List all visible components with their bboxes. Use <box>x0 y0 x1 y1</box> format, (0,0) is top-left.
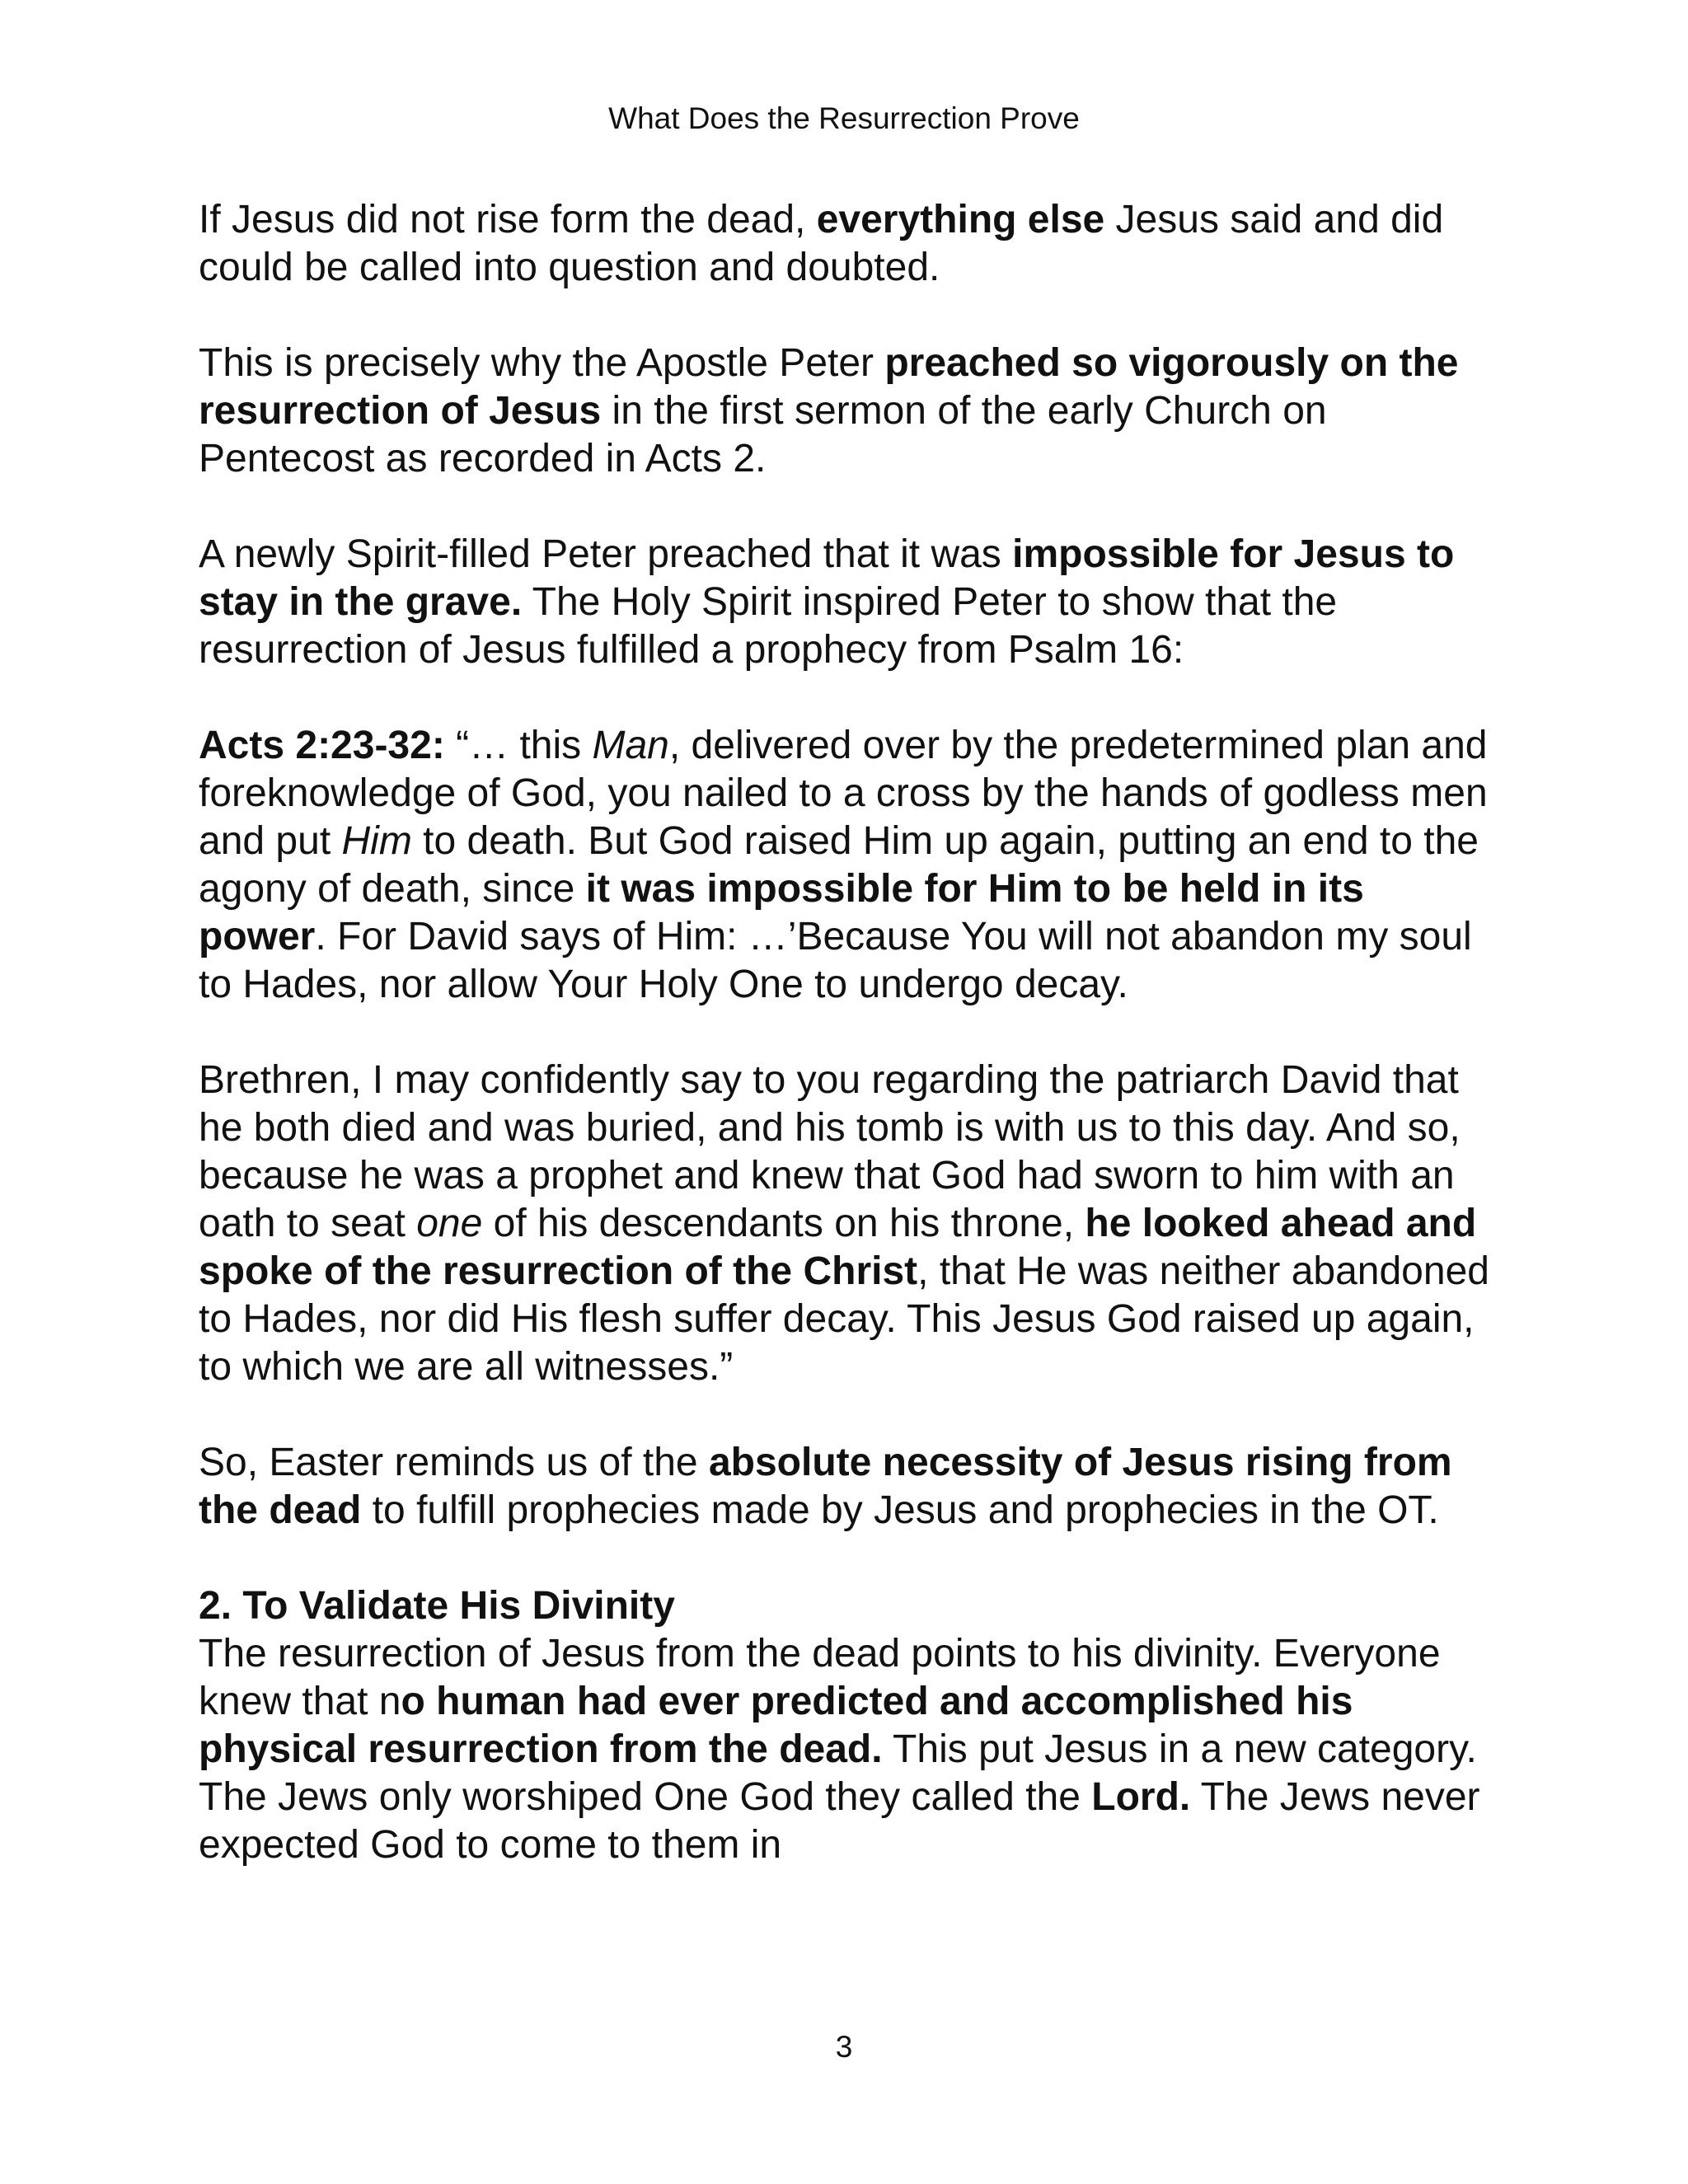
text-run: This is precisely why the Apostle Peter <box>199 341 885 385</box>
text-run: . For David says of Him: …’Because You will not abandon my soul to Hades, nor allow Your Holy One to undergo decay. <box>199 915 1472 1006</box>
bold-text: o human had ever predicted and accomplished his physical resurrection from the dead. <box>199 1680 1353 1771</box>
paragraph-8 <box>199 1630 1501 1869</box>
text-run: “… this <box>444 724 593 767</box>
paragraph-2 <box>199 340 1501 483</box>
text-run: of his descendants on his throne, <box>482 1202 1085 1245</box>
text-run: This put Jesus in a new category. The Jews only worshiped One God they called the <box>199 1727 1477 1819</box>
text-run: to fulfill prophecies made by Jesus and prophecies in the OT. <box>361 1488 1439 1532</box>
scripture-quote <box>199 722 1501 1009</box>
bold-text: it was impossible for Him to be held in its power <box>199 867 1364 958</box>
page-number: 3 <box>835 2030 853 2064</box>
text-run: to death. But God raised Him up again, putting an end to the agony of death, since <box>199 819 1479 911</box>
text-run: The Holy Spirit inspired Peter to show that the resurrection of Jesus fulfilled a prophecy from Psalm 16: <box>199 580 1338 672</box>
section-heading <box>199 1582 1501 1630</box>
paragraph-5 <box>199 1057 1501 1391</box>
italic-text: Him <box>341 819 412 863</box>
text-run: A newly Spirit-filled Peter preached that it was <box>199 532 1013 576</box>
document-title: What Does the Resurrection Prove <box>608 101 1080 135</box>
bold-text: preached so vigorously on the resurrection of Jesus <box>199 341 1459 433</box>
paragraph-1 <box>199 196 1501 292</box>
page-footer <box>0 2027 1688 2067</box>
text-run: The Jews never expected God to come to them in <box>199 1775 1480 1867</box>
text-run: So, Easter reminds us of the <box>199 1441 709 1484</box>
scripture-reference: Acts 2:23-32: <box>199 724 445 767</box>
text-run: Brethren, I may confidently say to you regarding the patriarch David that he both died and was buried, and his tomb is with us to this day. And so, because he was a prophet and knew that God had sworn to him with an oath to seat <box>199 1058 1461 1245</box>
bold-text: Lord. <box>1091 1775 1191 1819</box>
text-run: , that He was neither abandoned to Hades, nor did His flesh suffer decay. This Jesus God raised up again, to which we are all witnesses.” <box>199 1249 1489 1389</box>
paragraph-3 <box>199 531 1501 674</box>
bold-text: impossible for Jesus to stay in the grave. <box>199 532 1455 624</box>
paragraph-6 <box>199 1439 1501 1535</box>
italic-text: Man <box>592 724 669 767</box>
text-run: If Jesus did not rise form the dead, <box>199 198 817 241</box>
section-heading-text: 2. To Validate His Divinity <box>199 1584 675 1628</box>
document-body <box>199 196 1501 1917</box>
text-run: The resurrection of Jesus from the dead points to his divinity. Everyone knew that n <box>199 1632 1441 1723</box>
bold-text: absolute necessity of Jesus rising from the dead <box>199 1441 1452 1532</box>
text-run: , delivered over by the predetermined plan and foreknowledge of God, you nailed to a cross by the hands of godless men and put <box>199 724 1488 863</box>
bold-text: he looked ahead and spoke of the resurrection of the Christ <box>199 1202 1477 1293</box>
bold-text: everything else <box>816 198 1105 241</box>
text-run: Jesus said and did could be called into question and doubted. <box>199 198 1444 289</box>
page-header <box>0 99 1688 138</box>
text-run: in the first sermon of the early Church on Pentecost as recorded in Acts 2. <box>199 389 1327 480</box>
italic-text: one <box>416 1202 483 1245</box>
